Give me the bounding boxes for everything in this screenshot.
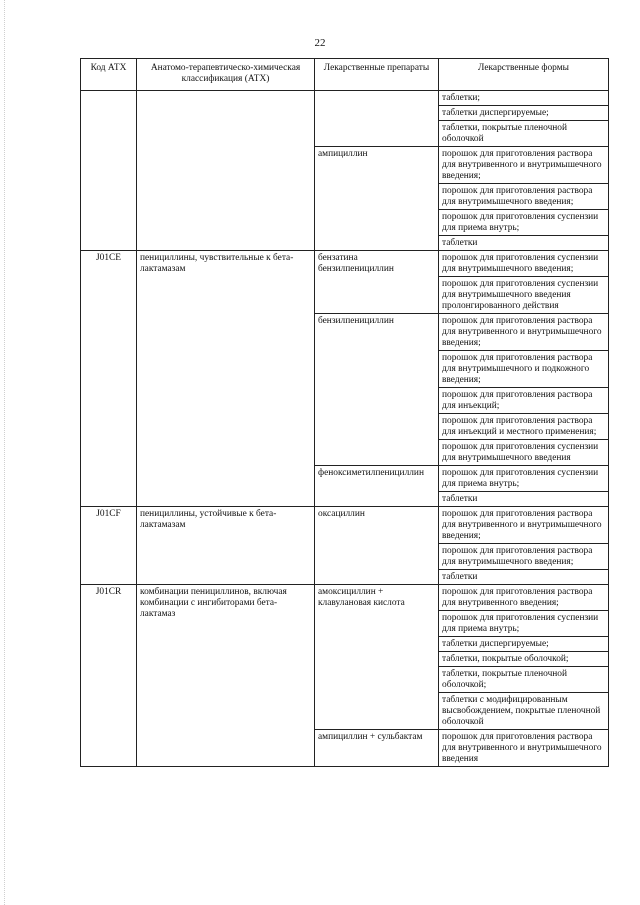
dosage-form-cell: таблетки; [439, 91, 609, 106]
dosage-form-cell: таблетки, покрытые оболочкой; [439, 652, 609, 667]
header-code: Код АТХ [81, 59, 137, 91]
scan-edge-line [4, 0, 6, 905]
header-drugs: Лекарственные препараты [315, 59, 439, 91]
dosage-form-cell: таблетки с модифицированным высвобождением, покрытые пленочной оболочкой [439, 693, 609, 730]
atx-classification-cell: пенициллины, чувствительные к бета-лактамазам [137, 251, 315, 507]
dosage-form-cell: порошок для приготовления раствора для внутривенного и внутримышечного введения [439, 730, 609, 767]
table-row [81, 507, 609, 544]
drug-name-cell: феноксиметилпенициллин [315, 466, 439, 507]
drug-name-cell: бензатина бензилпенициллин [315, 251, 439, 314]
dosage-form-cell: порошок для приготовления раствора для внутривенного введения; [439, 585, 609, 611]
dosage-form-cell: порошок для приготовления суспензии для внутримышечного введения [439, 440, 609, 466]
dosage-form-cell: порошок для приготовления раствора для внутримышечного введения; [439, 544, 609, 570]
table-row [81, 251, 609, 277]
drug-name-cell: оксациллин [315, 507, 439, 585]
dosage-form-cell: порошок для приготовления суспензии для внутримышечного введения; [439, 251, 609, 277]
dosage-form-cell: порошок для приготовления суспензии для приема внутрь; [439, 611, 609, 637]
atx-table [80, 58, 609, 767]
dosage-form-cell: порошок для приготовления раствора для внутривенного и внутримышечного введения; [439, 147, 609, 184]
table-header-row [81, 59, 609, 91]
dosage-form-cell: таблетки [439, 236, 609, 251]
dosage-form-cell: порошок для приготовления раствора для внутривенного и внутримышечного введения; [439, 507, 609, 544]
drug-name-cell: ампициллин [315, 147, 439, 251]
atx-code-cell: J01CE [81, 251, 137, 507]
drug-name-cell: ампициллин + сульбактам [315, 730, 439, 767]
drug-name-cell: амоксициллин + клавулановая кислота [315, 585, 439, 730]
atx-code-cell [81, 91, 137, 251]
dosage-form-cell: порошок для приготовления раствора для внутримышечного введения; [439, 184, 609, 210]
dosage-form-cell: таблетки диспергируемые; [439, 637, 609, 652]
atx-code-cell: J01CR [81, 585, 137, 767]
dosage-form-cell: порошок для приготовления суспензии для внутримышечного введения пролонгированного действия [439, 277, 609, 314]
drug-name-cell [315, 91, 439, 147]
dosage-form-cell: порошок для приготовления суспензии для приема внутрь; [439, 466, 609, 492]
dosage-form-cell: порошок для приготовления раствора для внутримышечного и подкожного введения; [439, 351, 609, 388]
dosage-form-cell: порошок для приготовления раствора для внутривенного и внутримышечного введения; [439, 314, 609, 351]
dosage-form-cell: порошок для приготовления суспензии для приема внутрь; [439, 210, 609, 236]
dosage-form-cell: порошок для приготовления раствора для инъекций и местного применения; [439, 414, 609, 440]
dosage-form-cell: таблетки диспергируемые; [439, 106, 609, 121]
table-row [81, 585, 609, 611]
dosage-form-cell: таблетки [439, 492, 609, 507]
page-number: 22 [314, 37, 326, 49]
drug-name-cell: бензилпенициллин [315, 314, 439, 466]
dosage-form-cell: таблетки [439, 570, 609, 585]
dosage-form-cell: таблетки, покрытые пленочной оболочкой; [439, 667, 609, 693]
atx-classification-cell: пенициллины, устойчивые к бета-лактамазам [137, 507, 315, 585]
dosage-form-cell: порошок для приготовления раствора для инъекций; [439, 388, 609, 414]
header-forms: Лекарственные формы [439, 59, 609, 91]
dosage-form-cell: таблетки, покрытые пленочной оболочкой [439, 121, 609, 147]
header-classification: Анатомо-терапевтическо-химическая классификация (АТХ) [137, 59, 315, 91]
table-body [81, 91, 609, 767]
atx-code-cell: J01CF [81, 507, 137, 585]
atx-classification-cell: комбинации пенициллинов, включая комбинации с ингибиторами бета-лактамаз [137, 585, 315, 767]
table-row [81, 91, 609, 106]
atx-classification-cell [137, 91, 315, 251]
